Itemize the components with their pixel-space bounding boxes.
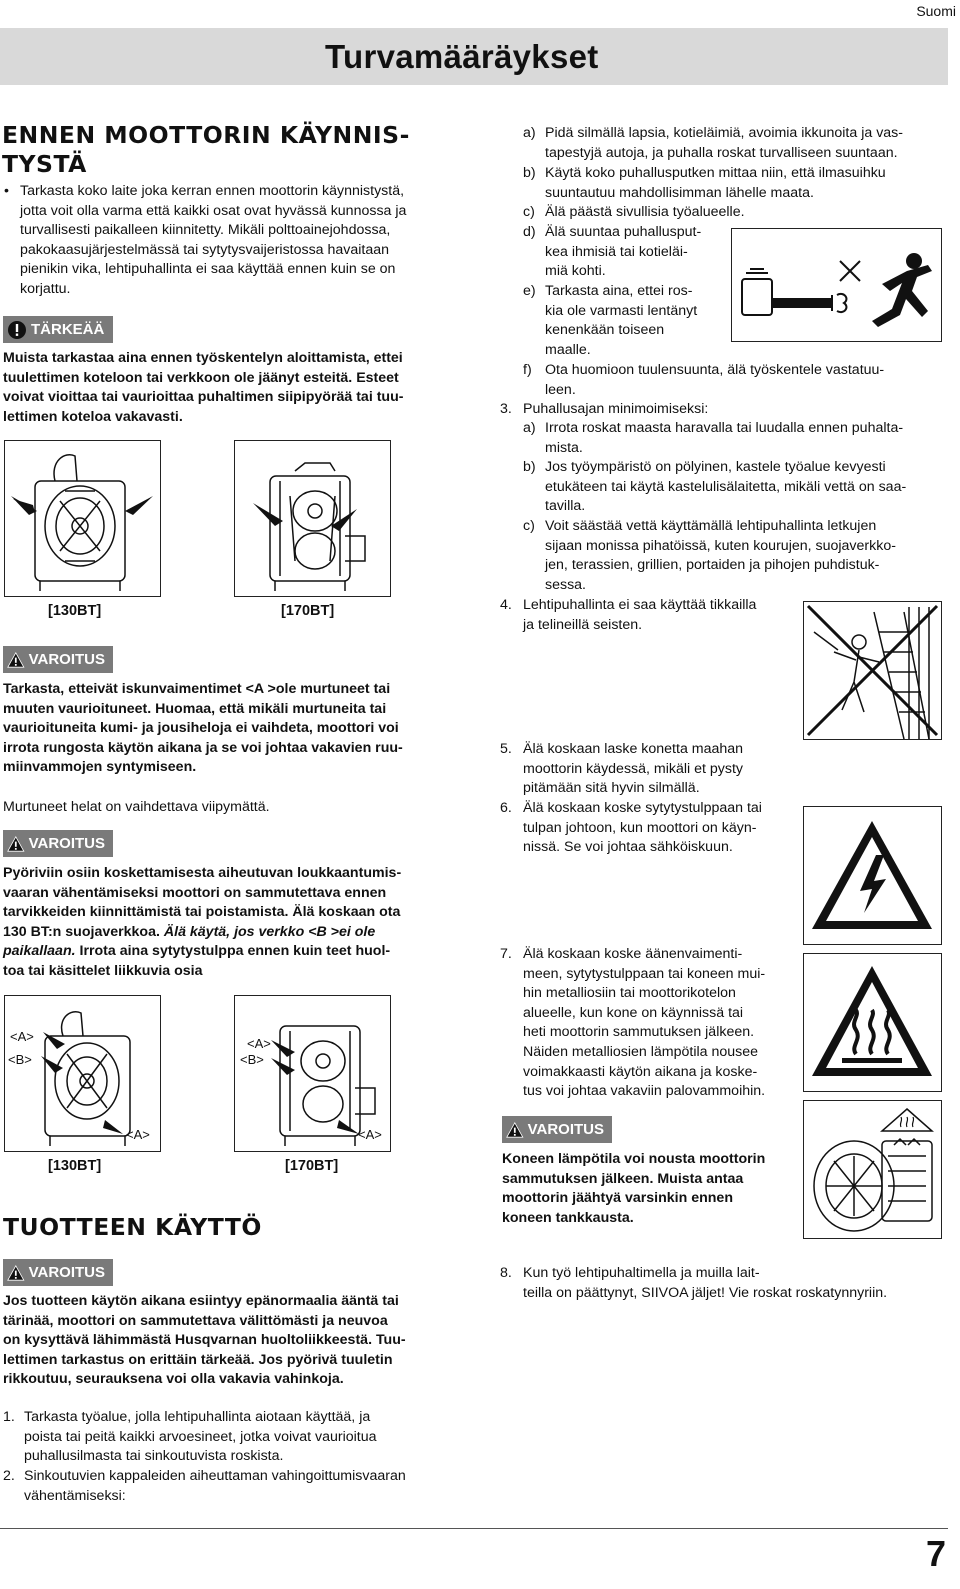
- list-item: [545, 164, 945, 203]
- list-letter: a): [523, 420, 536, 436]
- text-line: Irrota roskat maasta haravalla tai luudalla ennen puhalta-: [545, 420, 904, 436]
- list-number: 2.: [3, 1468, 15, 1484]
- blower-engine-icon: [5, 441, 160, 596]
- text-line: jotta voit olla varma että kaikki osat ovat hyvässä kunnossa ja: [20, 202, 407, 219]
- list-item: [545, 203, 945, 223]
- list-item: [523, 596, 793, 635]
- figure-hot-engine: [803, 1100, 942, 1239]
- text-line: toa tai käsittelet liikkuvia osia: [3, 962, 203, 979]
- text-line: Jos tuotteen käytön aikana esiintyy epänormaalia ääntä tai: [3, 1293, 399, 1309]
- badge-label: VAROITUS: [28, 1263, 105, 1281]
- figure-caption: [170BT]: [281, 603, 335, 619]
- text-line: kea ihmisiä tai kotieläi-: [545, 243, 688, 260]
- list-letter: c): [523, 204, 535, 220]
- label-b: <B>: [8, 1052, 32, 1067]
- text-line: korjattu.: [20, 280, 71, 297]
- text-line: Pyöriviin osiin koskettamisesta aiheutuvan loukkaantumis-: [3, 865, 402, 881]
- text-line: pitämään sitä hyvin silmällä.: [523, 780, 700, 797]
- figure-do-not-point: [731, 228, 942, 342]
- text-line: miinvammojen syntymiseen.: [3, 759, 197, 776]
- text-line: turvallisesti paikalleen kiinnitetty. Mikäli polttoainejohdossa,: [20, 222, 391, 239]
- replace-note: Murtuneet helat on vaihdettava viipymättä.: [3, 799, 270, 815]
- text-line: tulpan johtoon, kun moottori on käyn-: [523, 819, 757, 836]
- text-span: 130 BT:n suojaverkkoa.: [3, 923, 160, 940]
- text-line: moottorin käydessä, mikäli et pysty: [523, 760, 743, 777]
- list-item: [545, 458, 945, 517]
- text-line: Ota huomioon tuulensuunta, älä työskentele vastatuu-: [545, 362, 885, 378]
- text-line: voimakkaasti käytön aikana ja koske-: [523, 1063, 758, 1080]
- badge-label: VAROITUS: [28, 650, 105, 668]
- list-letter: b): [523, 459, 536, 475]
- footer-rule: [0, 1528, 948, 1529]
- text-line: tärinää, moottori on sammutettava välittömästi ja neuvoa: [3, 1312, 388, 1329]
- text-line: tavilla.: [545, 498, 586, 515]
- text-line: tapestyjä autoja, ja puhalla roskat turvalliseen suuntaan.: [545, 144, 898, 161]
- text-line: maalle.: [545, 341, 591, 358]
- figure-caption: [130BT]: [48, 603, 102, 619]
- text-line: miä kohti.: [545, 263, 606, 280]
- blower-person-icon: [732, 229, 941, 341]
- text-line: alueelle, kun kone on käynnissä tai: [523, 1004, 744, 1021]
- italic-span: paikallaan.: [3, 943, 76, 960]
- text-line: pakokaasujärjestelmässä tai sytytysvaijeristossa havaitaan: [20, 241, 390, 258]
- text-line: kia ole varmasti lentänyt: [545, 302, 698, 319]
- text-line: Koneen lämpötila voi nousta moottorin: [502, 1151, 766, 1167]
- figure-hot-surface: [803, 953, 942, 1092]
- language-label: Suomi: [916, 3, 956, 19]
- text-line: irrota rungosta käytön aikana ja se voi johtaa vakavien ruu-: [3, 739, 403, 756]
- bullet-paragraph: [20, 182, 460, 300]
- label-a: <A>: [126, 1127, 150, 1142]
- text-line: leen.: [545, 381, 576, 398]
- list-item: [523, 1264, 943, 1303]
- list-number: 1.: [3, 1409, 15, 1425]
- text-line: lettimen koteloa vakavasti.: [3, 408, 183, 425]
- text-line: Voit säästää vettä käyttämällä lehtipuhallinta letkujen: [545, 518, 877, 534]
- important-badge: [3, 316, 113, 343]
- warning1-text: [3, 680, 463, 778]
- text-line: [3, 942, 473, 962]
- list-item: [545, 282, 725, 360]
- text-line: nissä. Se voi johtaa sähköiskuun.: [523, 839, 733, 856]
- list-item: [523, 740, 793, 799]
- warning-triangle-icon: [506, 1120, 524, 1140]
- text-line: heti moottorin sammutuksen jälkeen.: [523, 1024, 755, 1041]
- list-letter: c): [523, 518, 535, 534]
- text-line: Näiden metalliosien lämpötila nousee: [523, 1043, 759, 1060]
- text-line: Sinkoutuvien kappaleiden aiheuttaman vahingoittumisvaaran: [24, 1468, 406, 1484]
- exclamation-circle-icon: [7, 320, 27, 340]
- page-title: Turvamääräykset: [325, 38, 599, 75]
- text-line: meen, sytytystulppaan tai koneen mui-: [523, 965, 766, 982]
- warning-badge: [3, 646, 113, 673]
- text-line: etukäteen tai käytä kastelulisälaitetta, mikäli vettä on saa-: [545, 478, 907, 495]
- label-a: <A>: [10, 1029, 34, 1044]
- electric-shock-icon: [804, 807, 941, 944]
- list-number: 7.: [500, 946, 512, 962]
- label-a: <A>: [247, 1036, 271, 1051]
- text-line: Lehtipuhallinta ei saa käyttää tikkailla: [523, 597, 757, 613]
- text-line: sijaan monissa pihatöissä, kuten kourujen, suojaverkko-: [545, 537, 896, 554]
- text-line: voivat vioittaa tai vaurioittaa puhaltimen siipipyörää tai tuu-: [3, 389, 404, 406]
- section-heading-before-start: [2, 121, 410, 179]
- list-item: [523, 799, 793, 858]
- text-line: moottorin jäähtyä varsinkin ennen: [502, 1190, 733, 1207]
- label-b: <B>: [240, 1052, 264, 1067]
- text-line: tuulettimen koteloon tai verkkoon ole jäänyt esteitä. Esteet: [3, 369, 399, 386]
- warning-badge: [3, 1259, 113, 1286]
- text-line: ja telineillä seisten.: [523, 616, 643, 633]
- text-line: Tarkasta työalue, jolla lehtipuhallinta aiotaan käyttää, ja: [24, 1409, 371, 1425]
- list-item: [545, 361, 945, 400]
- list-letter: b): [523, 165, 536, 181]
- text-line: Muista tarkastaa aina ennen työskentelyn aloittamista, ettei: [3, 350, 403, 366]
- text-line: Jos työympäristö on pölyinen, kastele työalue kevyesti: [545, 459, 886, 475]
- text-line: hin metalliosiin tai moottorikotelon: [523, 985, 736, 1002]
- list-item: [545, 419, 945, 458]
- figure-no-ladder: [803, 601, 942, 740]
- page-number: 7: [925, 1533, 946, 1574]
- list-item: [545, 223, 725, 282]
- text-line: kenenkään toiseen: [545, 322, 665, 339]
- list-letter: f): [523, 362, 532, 378]
- text-line: vähentämiseksi:: [24, 1487, 126, 1504]
- figure-caption: [130BT]: [48, 1158, 102, 1174]
- text-line: teilla on päättynyt, SIIVOA jäljet! Vie roskat roskatynnyriin.: [523, 1284, 888, 1301]
- text-line: Kun työ lehtipuhaltimella ja muilla lait-: [523, 1265, 760, 1281]
- text-line: vaurioituneita kumi- ja jousiheloja ei vaihdeta, moottori voi: [3, 720, 399, 737]
- text-line: Pidä silmällä lapsia, kotieläimiä, avoimia ikkunoita ja vas-: [545, 125, 903, 141]
- list-number: 4.: [500, 597, 512, 613]
- italic-span: Älä käytä, jos verkko <B >ei ole: [163, 923, 376, 940]
- warning-badge: [502, 1116, 612, 1143]
- text-line: Älä koskaan koske sytytystulppaan tai: [523, 800, 762, 816]
- list-number: 5.: [500, 741, 512, 757]
- text-line: Älä koskaan koske äänenvaimenti-: [523, 946, 743, 962]
- text-line: Tarkasta aina, ettei ros-: [545, 283, 693, 299]
- text-line: Älä koskaan laske konetta maahan: [523, 741, 744, 757]
- text-line: pienikin vika, lehtipuhallinta ei saa käyttää ennen kuin se on: [20, 261, 396, 278]
- blower-engine-icon: [235, 441, 390, 596]
- warning4-text: [502, 1150, 802, 1228]
- ladder-prohibited-icon: [804, 602, 941, 739]
- warning-badge: [3, 830, 113, 857]
- list-item: [545, 124, 945, 163]
- text-line: tus voi johtaa vakaviin palovammoihin.: [523, 1083, 766, 1100]
- heading-line: ENNEN MOOTTORIN KÄYNNIS-: [2, 121, 410, 149]
- text-line: rikkoutuu, seurauksena voi olla vakavia vahinkoja.: [3, 1371, 344, 1388]
- heading-line: TYSTÄ: [2, 150, 87, 178]
- warning3-text: [3, 1292, 463, 1390]
- text-line: on kysyttävä lähimmästä Husqvarnan huoltoliikkeestä. Tuu-: [3, 1332, 406, 1349]
- figure-170bt-inspection: [234, 440, 391, 597]
- list-item: Puhallusajan minimoimiseksi:: [523, 401, 709, 417]
- label-a: <A>: [358, 1127, 382, 1142]
- text-line: suuntautuu mahdollisimman lähelle maata.: [545, 184, 814, 201]
- list-item: [523, 945, 798, 1102]
- text-line: sammutuksen jälkeen. Muista antaa: [502, 1170, 744, 1187]
- badge-label: VAROITUS: [28, 834, 105, 852]
- list-item: [24, 1467, 464, 1506]
- text-line: Älä päästä sivullisia työalueelle.: [545, 204, 745, 220]
- text-line: Käytä koko puhallusputken mittaa niin, että ilmasuihku: [545, 165, 886, 181]
- list-number: 8.: [500, 1265, 512, 1281]
- text-line: sessa.: [545, 576, 587, 593]
- title-bar: [0, 28, 948, 85]
- list-letter: d): [523, 224, 536, 240]
- text-line: koneen tankkausta.: [502, 1209, 634, 1226]
- list-number: 6.: [500, 800, 512, 816]
- text-line: vaaran vähentämiseksi moottori on sammutettava ennen: [3, 884, 387, 901]
- text-line: lettimen tarkastus on erittäin tärkeää. Jos pyörivä tuuletin: [3, 1351, 393, 1368]
- text-line: puhallusilmasta tai sinkoutuvista roskista.: [24, 1448, 284, 1465]
- list-letter: a): [523, 125, 536, 141]
- text-line: poista tai peitä kaikki arvoesineet, jotka voivat vaurioitua: [24, 1428, 377, 1445]
- text-line: Tarkasta koko laite joka kerran ennen moottorin käynnistystä,: [20, 183, 405, 199]
- section-heading-usage: TUOTTEEN KÄYTTÖ: [3, 1213, 262, 1241]
- list-item: [24, 1408, 464, 1467]
- list-item: [545, 517, 945, 595]
- list-letter: e): [523, 283, 536, 299]
- text-line: Tarkasta, etteivät iskunvaimentimet <A >ole murtuneet tai: [3, 681, 391, 697]
- warning-triangle-icon: [7, 650, 25, 670]
- text-span: Irrota aina sytytystulppa ennen kuin teet huol-: [79, 943, 391, 960]
- warning2-text: [3, 864, 473, 982]
- important-text: [3, 349, 463, 427]
- figure-caption: [170BT]: [285, 1158, 339, 1174]
- text-line: mista.: [545, 439, 583, 456]
- bullet-dot: •: [4, 183, 9, 199]
- hot-surface-icon: [804, 954, 941, 1091]
- warning-triangle-icon: [7, 834, 25, 854]
- badge-label: TÄRKEÄÄ: [31, 320, 105, 338]
- figure-130bt-inspection: [4, 440, 161, 597]
- warning-triangle-icon: [7, 1263, 25, 1283]
- text-line: Älä suuntaa puhallusput-: [545, 224, 702, 240]
- engine-muffler-icon: [804, 1101, 941, 1238]
- badge-label: VAROITUS: [527, 1120, 604, 1138]
- text-line: [3, 923, 473, 943]
- text-line: jen, terassien, grillien, portaiden ja pihojen puhdistuk-: [545, 557, 880, 574]
- text-line: muuten vaurioituneet. Huomaa, että mikäli murtuneita tai: [3, 700, 387, 717]
- text-line: tarvikkeiden kiinnittämistä tai poistamista. Älä koskaan ota: [3, 904, 401, 921]
- list-number: 3.: [500, 401, 512, 417]
- figure-electric-hazard: [803, 806, 942, 945]
